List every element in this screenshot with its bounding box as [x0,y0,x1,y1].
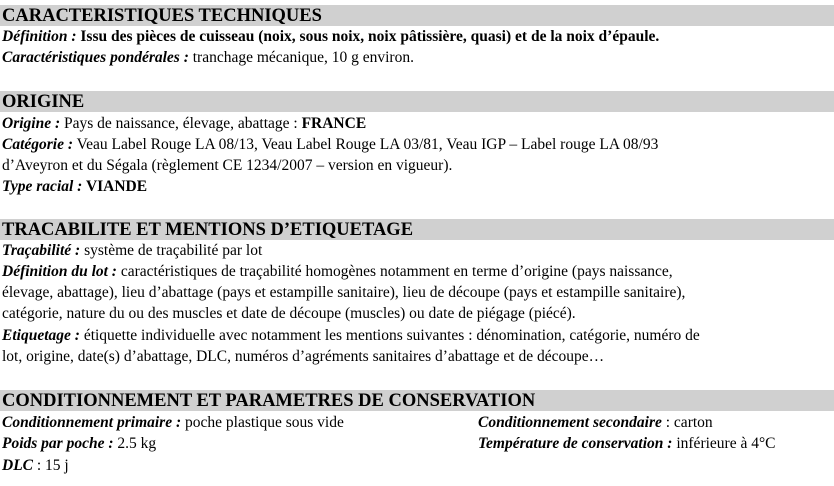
dlc-line [2,456,69,476]
section-header-origine: ORIGINE [0,91,834,112]
origine-line [2,114,366,134]
origine-country: FRANCE [301,115,367,132]
section-header-tracabilite: TRACABILITE ET MENTIONS D’ETIQUETAGE [0,219,834,240]
poids-value: 2.5 kg [113,435,157,452]
categorie-continuation: d’Aveyron et du Ségala (règlement CE 1234/2007 – version en vigueur). [2,157,453,174]
dlc-value: : 15 j [33,457,69,474]
categorie-label: Catégorie : [2,136,74,153]
definition-lot-line [2,262,673,282]
temperature-value: inférieure à 4°C [672,435,776,452]
etiquetage-value: étiquette individuelle avec notamment les mentions suivantes : dénomination, catégorie, numéro de [79,327,700,344]
tracabilite-line [2,241,262,261]
poids-label: Poids par poche : [2,435,114,452]
etiquetage-line [2,326,700,346]
cond-primaire-label: Conditionnement primaire : [2,414,182,431]
dlc-label: DLC [2,457,33,474]
definition-lot-continuation-2: catégorie, nature du ou des muscles et date de découpe (muscles) ou date de piégage (piécé). [2,305,576,322]
section-header-conditionnement: CONDITIONNEMENT ET PARAMETRES DE CONSERVATION [0,390,834,411]
type-racial-line [2,177,147,197]
type-racial-value: VIANDE [82,178,148,195]
section-header-caracteristiques: CARACTERISTIQUES TECHNIQUES [0,5,834,26]
poids-line [2,434,156,454]
cond-secondaire-label: Conditionnement secondaire [478,414,662,431]
cond-secondaire-value: : carton [661,414,713,431]
cond-primaire-line [2,413,344,433]
type-racial-label: Type racial : [2,178,83,195]
ponderales-line [2,48,414,68]
tracabilite-label: Traçabilité : [2,242,81,259]
definition-lot-label: Définition du lot : [2,263,117,280]
cond-secondaire-line [478,413,713,433]
temperature-label: Température de conservation : [478,435,673,452]
categorie-value: Veau Label Rouge LA 08/13, Veau Label Rouge LA 03/81, Veau IGP – Label rouge LA 08/93 [73,136,659,153]
definition-value: Issu des pièces de cuisseau (noix, sous noix, noix pâtissière, quasi) et de la noix d’épaule. [76,28,660,45]
definition-label: Définition : [2,28,77,45]
origine-value: Pays de naissance, élevage, abattage : [60,115,302,132]
definition-lot-continuation-1: élevage, abattage), lieu d’abattage (pays et estampille sanitaire), lieu de découpe (pays et estampille sanitaire), [2,284,686,301]
categorie-line [2,135,658,155]
definition-lot-value: caractéristiques de traçabilité homogènes notamment en terme d’origine (pays naissance, [116,263,673,280]
ponderales-value: tranchage mécanique, 10 g environ. [188,49,414,66]
etiquetage-label: Etiquetage : [2,327,80,344]
cond-primaire-value: poche plastique sous vide [181,414,344,431]
temperature-line [478,434,776,454]
definition-line [2,27,659,47]
etiquetage-continuation: lot, origine, date(s) d’abattage, DLC, numéros d’agréments sanitaires d’abattage et de découpe… [2,348,605,365]
tracabilite-value: système de traçabilité par lot [80,242,263,259]
origine-label: Origine : [2,115,61,132]
ponderales-label: Caractéristiques pondérales : [2,49,189,66]
